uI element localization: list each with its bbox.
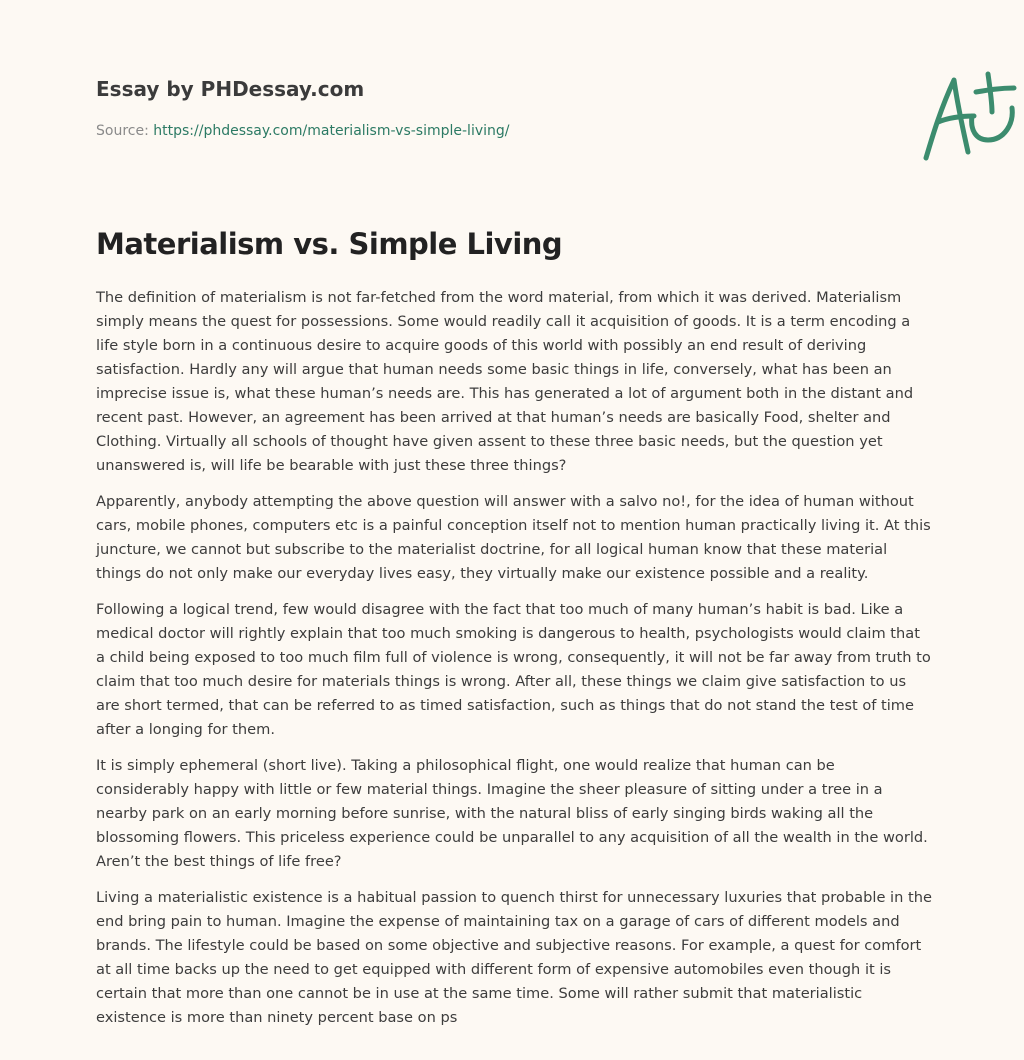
source-label: Source:	[96, 123, 154, 139]
essay-body	[96, 286, 932, 1042]
essay-paragraph: The definition of materialism is not far-fetched from the word material, from which it was derived. Materialism simply means the quest for possessions. Some would readily call it acquisition of goods. It is a term encoding a life style born in a continuous desire to acquire goods of this world with possibly an end result of deriving satisfaction. Hardly any will argue that human needs some basic things in life, conversely, what has been an imprecise issue is, what these human’s needs are. This has generated a lot of argument both in the distant and recent past. However, an agreement has been arrived at that human’s needs are basically Food, shelter and Clothing. Virtually all schools of thought have given assent to these three basic needs, but the question yet unanswered is, will life be bearable with just these three things?	[96, 289, 914, 474]
essay-paragraph: Living a materialistic existence is a habitual passion to quench thirst for unnecessary luxuries that probable in the end bring pain to human. Imagine the expense of maintaining tax on a garage of cars of different models and brands. The lifestyle could be based on some objective and subjective reasons. For example, a quest for comfort at all time backs up the need to get equipped with different form of expensive automobiles even though it is certain that more than one cannot be in use at the same time. Some will rather submit that materialistic existence is more than ninety percent base on ps	[96, 889, 932, 1026]
essay-paragraph: Following a logical trend, few would disagree with the fact that too much of many human’s habit is bad. Like a medical doctor will rightly explain that too much smoking is dangerous to health, psychologists would claim that a child being exposed to too much film full of violence is wrong, consequently, it will not be far away from truth to claim that too much desire for materials things is wrong. After all, these things we claim give satisfaction to us are short termed, that can be referred to as timed satisfaction, such as things that do not stand the test of time after a longing for them.	[96, 601, 931, 738]
essay-paragraph: Apparently, anybody attempting the above question will answer with a salvo no!, for the idea of human without cars, mobile phones, computers etc is a painful conception itself not to mention human practically living it. At this juncture, we cannot but subscribe to the materialist doctrine, for all logical human know that these material things do not only make our everyday lives easy, they virtually make our existence possible and a reality.	[96, 493, 931, 582]
a-plus-logo-icon	[918, 68, 1024, 164]
source-link[interactable]: https://phdessay.com/materialism-vs-simple-living/	[153, 123, 510, 139]
essay-paragraph: It is simply ephemeral (short live). Taking a philosophical flight, one would realize that human can be considerably happy with little or few material things. Imagine the sheer pleasure of sitting under a tree in a nearby park on an early morning before sunrise, with the natural bliss of early singing birds waking all the blossoming flowers. This priceless experience could be unparallel to any acquisition of all the wealth in the world. Aren’t the best things of life free?	[96, 757, 928, 870]
source-line	[96, 123, 510, 139]
site-name: Essay by PHDessay.com	[96, 77, 365, 101]
essay-title: Materialism vs. Simple Living	[96, 227, 563, 261]
